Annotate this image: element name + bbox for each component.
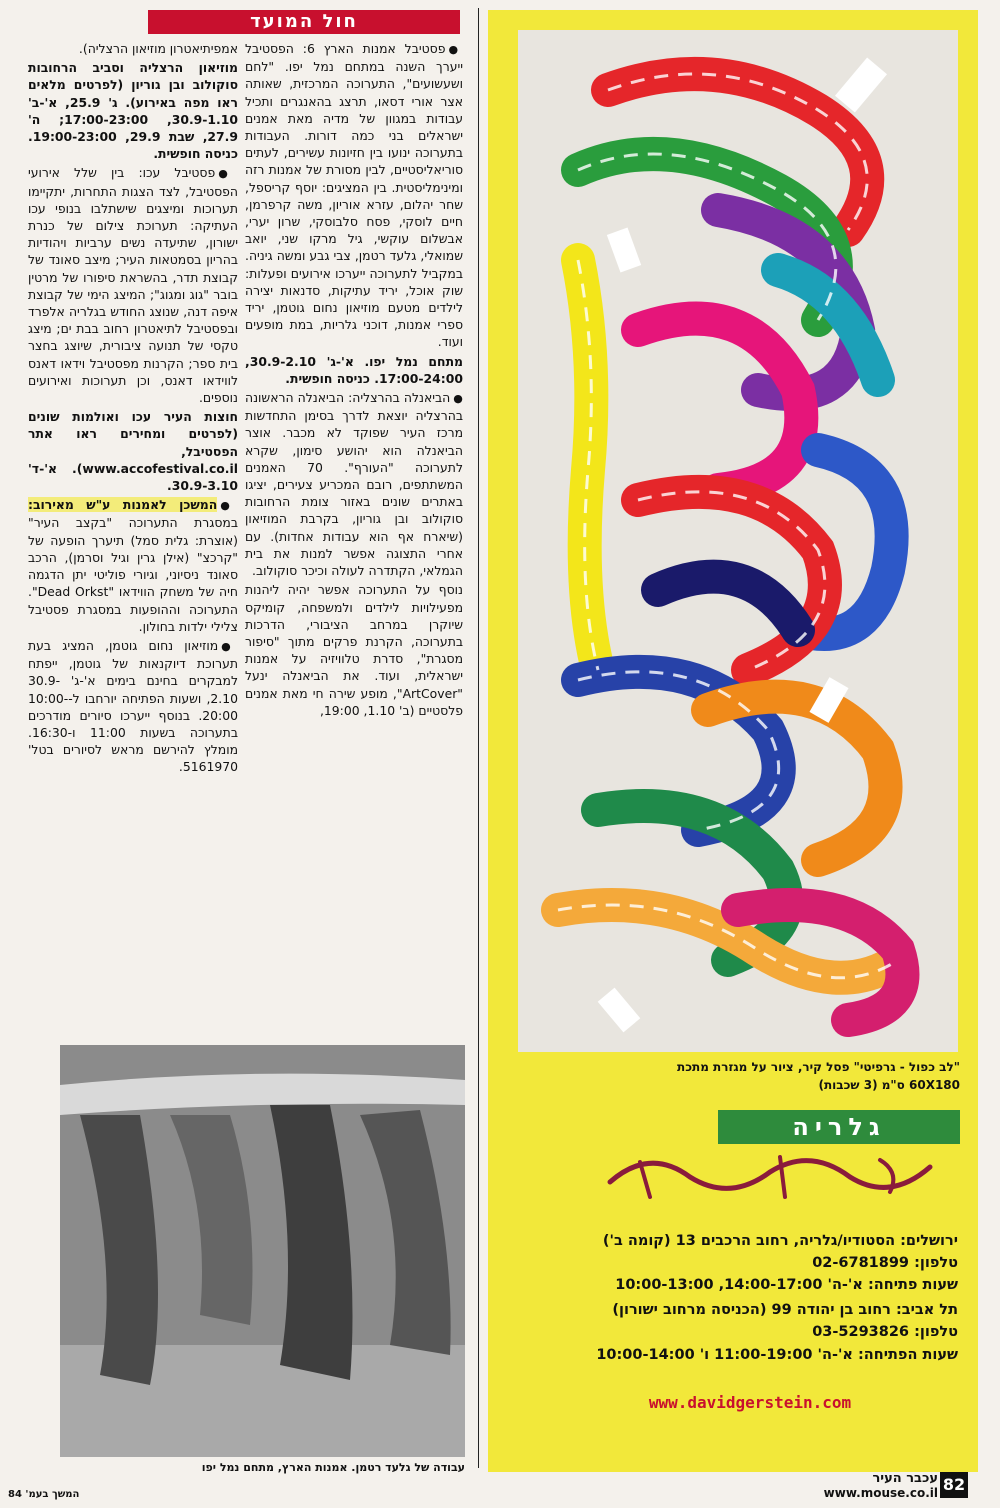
article-paragraph xyxy=(28,496,238,635)
bullet-icon: ● xyxy=(448,43,463,56)
bullet-icon: ● xyxy=(221,639,238,653)
telaviv-phone: טלפון: 03-5293826 xyxy=(812,1324,958,1340)
publication-site[interactable]: www.mouse.co.il xyxy=(823,1486,938,1500)
publication-name: עכבר העיר xyxy=(872,1471,938,1486)
article-paragraph xyxy=(28,59,238,162)
continue-note: המשך בעמ' 84 xyxy=(8,1489,80,1500)
page-number: 82 xyxy=(940,1472,968,1498)
telaviv-address: תל אביב: רחוב בן יהודה 99 (הכניסה מרחוב ישורון) xyxy=(612,1302,958,1318)
bullet-icon: ● xyxy=(453,392,464,406)
paragraph-text: מוזיאון הרצליה וסביב הרחובות סוקולוב ובן גוריון (לפרטים מלאים ראו מפה באירוע). ג' 25.9, א'-ב' 30.9-1.10, 17:00-23:00; ה' 27.9, שבת 29.9, 19:00-23:00. כניסה חופשית. xyxy=(28,60,238,162)
paragraph-text: אמפיתיאטרון מוזיאון הרצליה). xyxy=(78,41,238,56)
photo-caption: עבודה של גלעד רטמן. אמנות הארץ, מתחם נמל יפו xyxy=(201,1461,465,1474)
artwork-caption-title: "לב כפול - גרפיטי" פסל קיר, ציור על מגזרת מתכת xyxy=(677,1060,960,1074)
highlighted-heading: המשכן לאמנות ע"ש מאירוב: xyxy=(28,497,218,513)
article-paragraph xyxy=(28,637,238,776)
paragraph-text: מוזיאון נחום גוטמן, המציג בעת תערוכת דיוקנאות של גוטמן, ייפתח למבקרים בחינם בימים א'-ג' 30.9-2.10, ושעות הפתיחה יורחבו ל-10:00-20:00. בנוסף ייערכו סיורים מודרכים בתערוכה בשעות 11:00 ו-16:30. מומלץ להירשם מראש לסיורים בטל' 5161970. xyxy=(28,637,238,775)
paragraph-text: נוסף על התערוכה אפשר יהיה ליהנות מפעילויות לילדים ולמשפחה, קומיקס שיוקרן במרחב הציבורי, הדרכות בתערוכה, הקרנת פרקים מתוך "סיפור מסגרת", סדרת טלוויזיה על אמנות ישראלית, ועוד. את הביאנלה ינעל "ArtCover", מופע שירה חי מאת אמנים פלסטיים (ב' 1.10, 19:00, xyxy=(245,582,463,718)
gallery-website-link[interactable]: www.davidgerstein.com xyxy=(648,1393,852,1412)
paragraph-text: פסטיבל עכו: בין שלל אירועי הפסטיבל, לצד הצגות התחרות, יתקיימו תערוכות ומיצגים שישתלבו בנופי עכו העתיקה: תערוכת צילום של כנרת ישורון, שתיעדה נשים ערביות ויהודיות בהריון בסמטאות העיר; מיצב סאונד של קבוצת תדר, בהשראת סיפורו של מרטין בובר "גוג ומגוג"; המיצג הימי של קבוצת איפה דנה, שנוצג החודש בגלריה אלפרד ובפסטיבל לתיאטרון רחוב בבת ים; מיצג טקסי של תנועה ציבורית, שיוצג בחצר בית ספר; הקרנות מפסטיבל וידאו דאנס לווידאו דאנס, וכן תערוכות ואירועים נוספים. xyxy=(28,165,238,406)
publication-footer xyxy=(798,1472,938,1500)
article-column-left xyxy=(28,40,238,778)
paragraph-text: חוצות העיר עכו ואולמות שונים (לפרטים ומחירים ראו אתר הפסטיבל, www.accofestival.co.il). א'-ד' 30.9-3.10. xyxy=(28,409,238,494)
column-divider xyxy=(478,8,479,1468)
artwork-photo xyxy=(60,1045,465,1457)
brushstroke-artwork xyxy=(518,30,958,1052)
paragraph-text: פסטיבל אמנות הארץ 6: הפסטיבל ייערך השנה במתחם נמל יפו. "לחם ושעשועים", התערוכה המרכזית, שאותה אצר אורי דסאו, תרצג בהאנגרים ותכיל עבודות במגוון של מדיה מאת אמנים ישראלים בני כמה דורות. העבודות בתערוכה ינועו בין חזיונות עשירים, לעתים סוריאליסטיים, לבין מסורת של אמנות רזה ומינימליסטית. בין המציגים: יוסף קריספל, שחר יהלום, עזרא אוריון, משה קרפרמן, חיים לוסקי, פסח סלבוסקי, שרון יערי, אבשלום עוקשי, גיל מרקו שני, יואב שמואלי, גלעד רטמן, צבי גבע ומשה גיניה. במקביל לתערוכה ייערכו אירועים ופעלות: שוק אוכל, יריד עתיקות, סדנאות יצירה לילדים מטעם מוזיאון נחום גוטמן, יריד ספרי אמנות, דוכני גלריות, במת מופעים ועוד. xyxy=(245,41,463,350)
article-paragraph xyxy=(28,164,238,406)
artwork-caption-size: 60X180 ס"מ (3 שכבות) xyxy=(818,1078,960,1092)
article-paragraph xyxy=(245,389,463,579)
paragraph-text: מתחם נמל יפו. א'-ג' 30.9-2.10, 17:00-24:00. כניסה חופשית. xyxy=(245,353,463,386)
paragraph-text: במסגרת התערוכה "בקצב העיר" (אוצרת: גלית סמל) תיערך הופעה של "קרכצ" (אילן גרין וגיל וסרמן), הרכב סאונד ניסיוני, וגיורי פוליטי יתן הדגמה חיה של משחק הווידאו "Dead Orkst". התערוכה וההופעות במסגרת פסטיבל צלילי ילדות בחולון. xyxy=(28,515,238,634)
jerusalem-phone: טלפון: 02-6781899 xyxy=(812,1255,958,1271)
gallery-label: גלריה xyxy=(718,1110,960,1144)
telaviv-hours: שעות הפתיחה: א'-ה' 11:00-19:00 ו' 10:00-14:00 xyxy=(596,1347,958,1363)
bullet-icon: ● xyxy=(218,167,238,181)
jerusalem-address: ירושלים: הסטודיו/גלריה, רחוב הרכבים 13 (קומה ב') xyxy=(602,1233,958,1249)
gallery-logo xyxy=(580,1142,960,1208)
jerusalem-hours: שעות פתיחה: א'-ה' 14:00-17:00, 10:00-13:00 xyxy=(615,1277,958,1293)
paragraph-text: הביאנלה בהרצליה: הביאנלה הראשונה בהרצליה יוצאת לדרך בסימן התחדשות מרכז העיר שפוקד לא מכבר. אוצר הביאנלה הוא יהושע סימון, שקרא לתערוכה "העורף". 70 האמנים המשתתפים, רובם המכריע צעירים, יציגו באתרים שונים באזור צומת הרחובות סוקולוב ובן גוריון, בקרבת המוזיאון (שיארח אף הוא עבודות אחדות). עם אחרי התצוגה אפשר למנות את בית הגמלאי, הקתדרה לעולה וכיכר סוקולוב. xyxy=(245,390,463,579)
artwork-caption xyxy=(660,1058,960,1094)
article-paragraph xyxy=(245,353,463,387)
article-paragraph xyxy=(245,40,463,351)
article-paragraph xyxy=(28,40,238,57)
article-paragraph xyxy=(245,581,463,719)
article-paragraph xyxy=(28,408,238,494)
section-header: חול המועד xyxy=(148,10,460,34)
bullet-icon: ● xyxy=(220,499,238,513)
article-column-right xyxy=(245,40,463,721)
